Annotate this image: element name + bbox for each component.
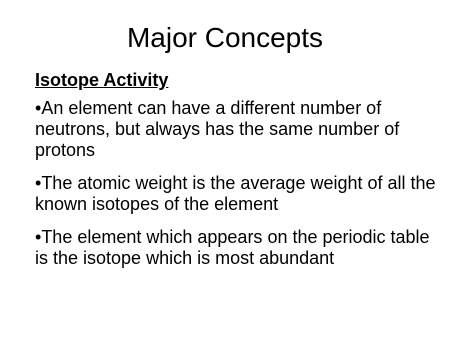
bullet-list — [35, 98, 440, 281]
bullet-item — [35, 173, 440, 215]
bullet-marker: • — [35, 173, 42, 193]
bullet-text: The element which appears on the periodic table is the isotope which is most abundant — [35, 227, 430, 268]
bullet-text: An element can have a different number of neutrons, but always has the same number of protons — [35, 98, 400, 160]
bullet-text: The atomic weight is the average weight of all the known isotopes of the element — [35, 173, 436, 214]
section-heading: Isotope Activity — [35, 70, 169, 90]
bullet-marker: • — [35, 98, 42, 118]
slide-title: Major Concepts — [126, 22, 324, 53]
bullet-marker: • — [35, 227, 42, 247]
bullet-item — [35, 98, 440, 161]
bullet-item — [35, 227, 440, 269]
